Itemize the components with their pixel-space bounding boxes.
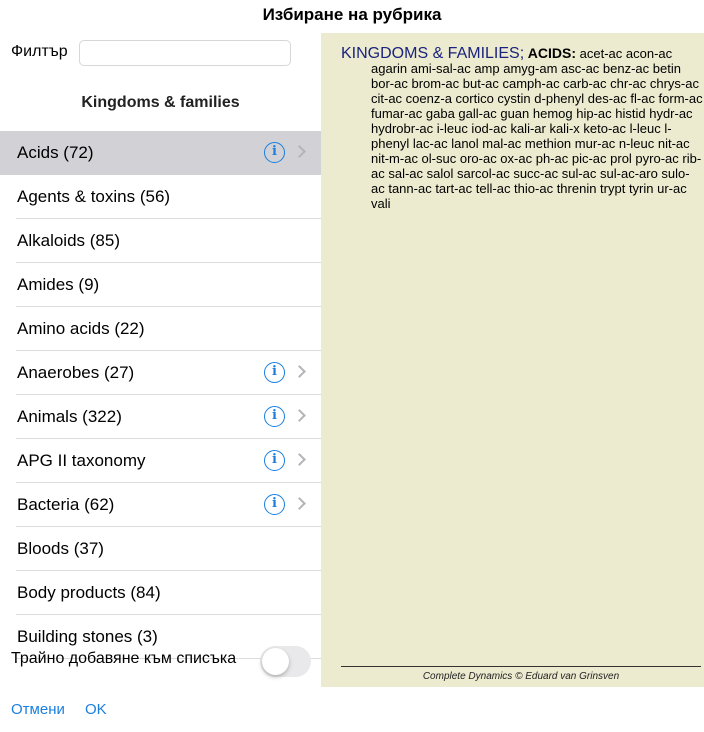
list-item[interactable] — [0, 483, 321, 527]
chevron-right-icon — [293, 453, 306, 466]
ok-button[interactable]: OK — [85, 701, 107, 718]
info-icon[interactable]: i — [264, 450, 285, 471]
dialog-title: Избиране на рубрика — [262, 5, 442, 24]
chevron-right-icon — [293, 145, 306, 158]
footer-divider — [341, 666, 701, 667]
rubric-subtitle: ACIDS: — [527, 45, 577, 61]
persistent-add-toggle[interactable] — [260, 646, 311, 677]
chevron-right-icon — [293, 365, 306, 378]
chevron-right-icon — [293, 409, 306, 422]
list-item[interactable] — [0, 351, 321, 395]
list-item[interactable] — [0, 131, 321, 175]
list-item-label: Agents & toxins (56) — [17, 187, 171, 206]
list-item[interactable] — [0, 307, 321, 351]
list-item-label: Alkaloids (85) — [17, 231, 120, 250]
list-item-label: APG II taxonomy — [17, 451, 146, 470]
rubric-text — [341, 46, 703, 211]
chevron-right-icon — [293, 497, 306, 510]
list-item[interactable] — [0, 439, 321, 483]
list-item[interactable] — [0, 219, 321, 263]
rubric-main-title: KINGDOMS & FAMILIES; — [341, 45, 525, 62]
copyright-footer: Complete Dynamics © Eduard van Grinsven — [422, 671, 620, 682]
list-item-label: Anaerobes (27) — [17, 363, 135, 382]
list-item-label: Animals (322) — [17, 407, 122, 426]
list-item[interactable] — [0, 263, 321, 307]
rubric-preview-panel — [321, 33, 704, 687]
list-item-label: Body products (84) — [17, 583, 161, 602]
persistent-add-label: Трайно добавяне към списъка — [11, 650, 237, 667]
list-item-label: Amides (9) — [17, 275, 100, 294]
list-item-label: Amino acids (22) — [17, 319, 145, 338]
section-title: Kingdoms & families — [81, 94, 240, 111]
info-icon[interactable]: i — [264, 142, 285, 163]
rubric-list[interactable] — [0, 131, 321, 646]
list-item[interactable] — [0, 395, 321, 439]
list-item[interactable] — [0, 527, 321, 571]
info-icon[interactable]: i — [264, 406, 285, 427]
list-item-label: Bacteria (62) — [17, 495, 115, 514]
info-icon[interactable]: i — [264, 494, 285, 515]
info-icon[interactable]: i — [264, 362, 285, 383]
list-item[interactable] — [0, 571, 321, 615]
toggle-knob — [262, 648, 289, 675]
cancel-button[interactable]: Отмени — [11, 701, 65, 718]
list-item-label: Acids (72) — [17, 143, 94, 162]
list-item-label: Bloods (37) — [17, 539, 104, 558]
list-item[interactable] — [0, 175, 321, 219]
filter-input[interactable] — [79, 40, 291, 66]
rubric-remedies: acet-ac acon-ac agarin ami-sal-ac amp amyg-am asc-ac benz-ac betin bor-ac brom-ac but-ac camph-ac carb-ac chr-ac chrys-ac cit-ac coenz-a cortico cystin d-phenyl des-ac fl-ac form-ac fumar-ac gaba gall-ac guan hemog hip-ac histid hydr-ac hydrobr-ac i-leuc iod-ac kali-ar kali-x keto-ac l-leuc l-phenyl lac-ac lanol mal-ac methion mur-ac n-leuc nit-ac nit-m-ac ol-suc oro-ac ox-ac ph-ac pic-ac prol pyro-ac rib-ac sal-ac salol sarcol-ac succ-ac sul-ac sul-ac-aro sulo-ac tann-ac tart-ac tell-ac thio-ac threnin trypt tyrin ur-ac vali — [371, 46, 703, 211]
filter-label: Филтър — [11, 43, 68, 60]
list-item-label: Building stones (3) — [17, 627, 158, 646]
